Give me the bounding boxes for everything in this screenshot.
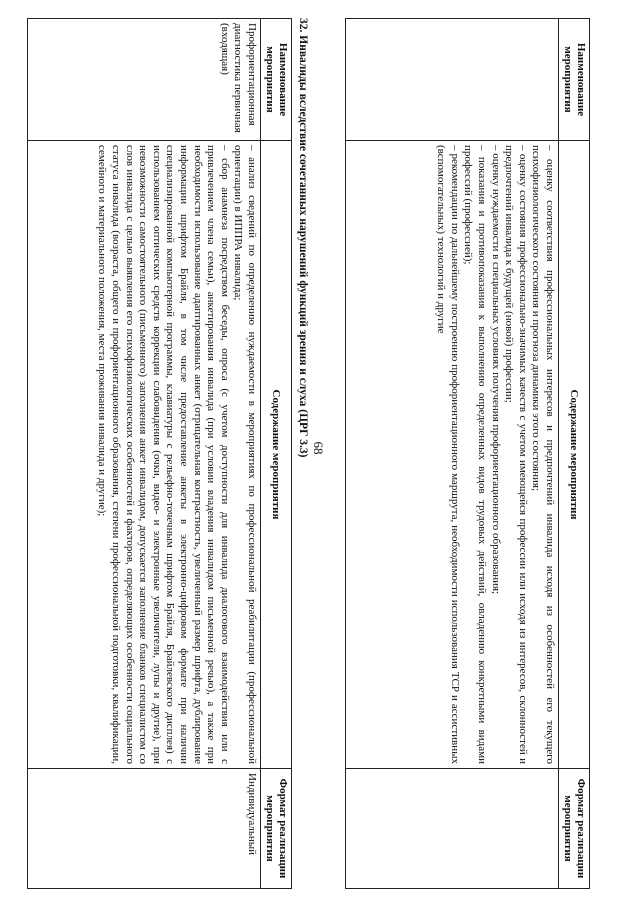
- table-top: [345, 18, 590, 889]
- table-header-row: [261, 19, 292, 889]
- cell-content: [346, 141, 559, 769]
- cell-name: [346, 19, 559, 141]
- header-content: Содержание мероприятия: [261, 141, 292, 769]
- content-line: – анализ сведений по определению нуждаемости в мероприятиях по профессиональной реабилитации (профессиональной ориентации) в ИППРА инвалида;: [232, 145, 258, 764]
- page-number: 68: [311, 441, 326, 455]
- content-line: – сбор анамнеза посредством беседы, опроса (с учетом доступности для инвалида диалогового взаимодействия или с привлечением члена семьи), анкетирования инвалида (при условии владения инвалидом письменной речью), а также при необходимости использование адаптированных анкет (отрицательная контрастность, увеличенный размер шрифта, дублирование информации шрифтом Брайля, в том числе предоставление анкеты в электронно-цифровом формате при наличии специализированной компьютерной программы, клавиатуры с рельефно-точечным шрифтом Брайля, Брайлевского дисплея) с использованием оптических средств коррекции слабовидения (очки, видео- и электронные увеличители, лупы и другие), при невозможности самостоятельного (письменного) заполнения анкет инвалидом, допускается заполнение бланков специалистом со слов инвалида с целью выявления его психофизиологических особенностей и факторов, определяющих особенности социального статуса инвалида (возраста, общего и профориентационного образования, степени профессиональной подготовки, квалификации, семейного и материального положения, места проживания инвалида и другие);: [96, 145, 231, 764]
- content-line: – оценку нуждаемости в специальных условиях получения профориентационного образования;: [489, 145, 502, 595]
- header-format: Формат реализации мероприятия: [559, 769, 590, 889]
- cell-content: [28, 141, 261, 769]
- cell-format: [346, 769, 559, 889]
- cell-format: Индивидуальный: [28, 769, 261, 889]
- header-format: Формат реализации мероприятия: [261, 769, 292, 889]
- content-line: – рекомендации по дальнейшему построению профориентационного маршрута, необходимости использования ТСР и ассистивных (вспомогательных) технологий и другие: [435, 145, 461, 764]
- content-line: – оценку состояния профессионально-значимых качеств с учетом имеющейся профессии или исходя из интересов, склонностей и предпочтений инвалида к будущей (новой) профессии;: [503, 145, 529, 764]
- table-row: [28, 19, 261, 889]
- content-line: – показания и противопоказания к выполнению определенных видов трудовых действий, овладению конкретными видами профессий (профессией);: [462, 145, 489, 764]
- header-name: Наименование мероприятия: [261, 19, 292, 141]
- section-title: 32. Инвалиды вследствие сочетанных нарушений функций зрения и слуха (ЦРГ 3.3): [297, 18, 309, 458]
- content-line: – оценку соответствия профессиональных интересов и предпочтений инвалида исходя из особенностей его текущего психофизиологического состояния и прогноза динамики этого состояния;: [530, 145, 556, 764]
- cell-name: Профориентационная диагностика первичная (входящая): [28, 19, 261, 141]
- header-name: Наименование мероприятия: [559, 19, 590, 141]
- table-row: [346, 19, 559, 889]
- table-header-row: [559, 19, 590, 889]
- header-content: Содержание мероприятия: [559, 141, 590, 769]
- table-bottom: [27, 18, 292, 889]
